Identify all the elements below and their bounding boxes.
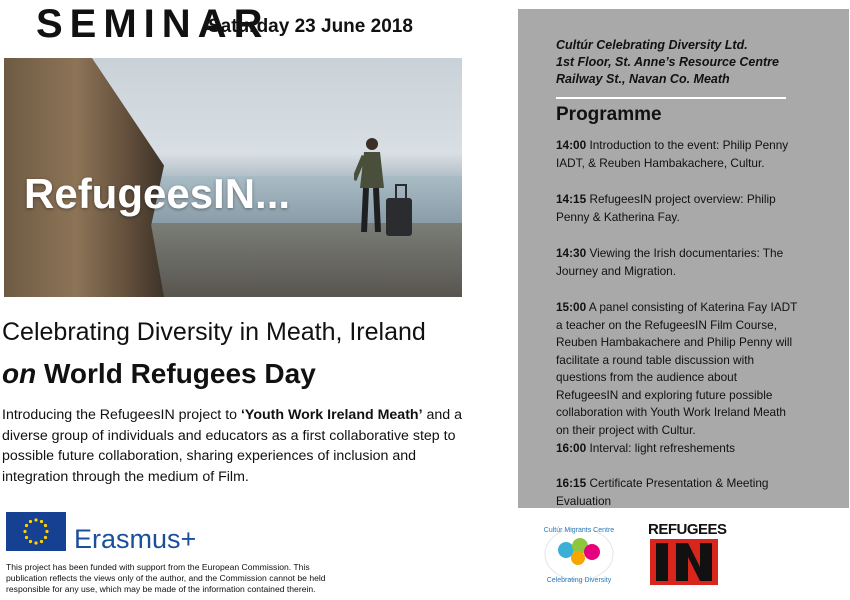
item-time: 16:15 <box>556 476 587 490</box>
erasmus-logo-text: Erasmus+ <box>74 524 197 554</box>
item-text: Introduction to the event: Philip Penny IADT, & Reuben Hambakachere, Cultur. <box>556 138 789 170</box>
org-name: Cultúr Celebrating Diversity Ltd. <box>556 38 748 52</box>
funding-disclaimer: This project has been funded with support from the European Commission. This publication reflects the views only of the author, and the Commission cannot be held responsible for any use, which may be made of the information contained therein. <box>6 562 326 594</box>
eu-flag-icon <box>6 512 66 551</box>
suitcase-image <box>386 198 412 236</box>
intro-bold: ‘Youth Work Ireland Meath’ <box>240 407 423 423</box>
item-text: Viewing the Irish documentaries: The Journey and Migration. <box>556 246 784 278</box>
org-address-line1: 1st Floor, St. Anne’s Resource Centre <box>556 55 779 69</box>
subtitle-world-day: World Refugees Day <box>44 358 316 389</box>
programme-item <box>556 475 798 510</box>
subtitle-on: on <box>2 358 37 389</box>
item-text: A panel consisting of Katerina Fay IADT a teacher on the RefugeesIN Film Course, Reuben Hambakachere and Philip Penny will facilitate a round table discussion with questions from the audience about RefugeesIN and exploring future possible collaboration with Youth Work Ireland Meath on their project with Cultur. <box>556 300 798 437</box>
programme-item <box>556 191 798 226</box>
item-text: Interval: light refreshements <box>589 441 736 455</box>
programme-item <box>556 137 798 172</box>
intro-pre: Introducing the RefugeesIN project to <box>2 407 241 423</box>
walking-person-image <box>354 136 388 236</box>
programme-heading: Programme <box>556 104 662 125</box>
seminar-title: SEMINAR <box>36 2 270 46</box>
intro-post: and a diverse group of individuals and educators as a first collaborative step to possible future collaboration, sharing experiences of inclusion and integration through the medium of Film. <box>2 407 462 485</box>
item-time: 14:00 <box>556 138 587 152</box>
org-address-line2: Railway St., Navan Co. Meath <box>556 72 730 86</box>
cultur-logo-icon <box>536 522 622 586</box>
cultur-logo-bottom: Celebrating Diversity <box>546 577 612 584</box>
item-text: Certificate Presentation & Meeting Evaluation <box>556 476 769 508</box>
item-text: RefugeesIN project overview: Philip Penny & Katherina Fay. <box>556 192 776 224</box>
cultur-logo-top: Cultúr Migrants Centre <box>543 527 615 534</box>
divider <box>556 97 786 99</box>
programme-item <box>556 440 798 458</box>
item-time: 16:00 <box>556 441 587 455</box>
subtitle-line1: Celebrating Diversity in Meath, Ireland <box>2 318 426 346</box>
refugees-logo-word: REFUGEES <box>648 521 727 538</box>
item-time: 14:30 <box>556 246 587 260</box>
item-time: 15:00 <box>556 300 587 314</box>
hero-project-name: RefugeesIN... <box>24 170 291 217</box>
item-time: 14:15 <box>556 192 587 206</box>
intro-paragraph <box>2 405 472 487</box>
refugees-in-logo-icon <box>648 521 727 587</box>
programme-item <box>556 245 798 280</box>
organiser-address <box>556 37 779 88</box>
programme-item <box>556 299 798 439</box>
subtitle-line2 <box>2 358 316 390</box>
event-date: Saturday 23 June 2018 <box>208 16 413 37</box>
refugees-in-block <box>650 539 718 585</box>
